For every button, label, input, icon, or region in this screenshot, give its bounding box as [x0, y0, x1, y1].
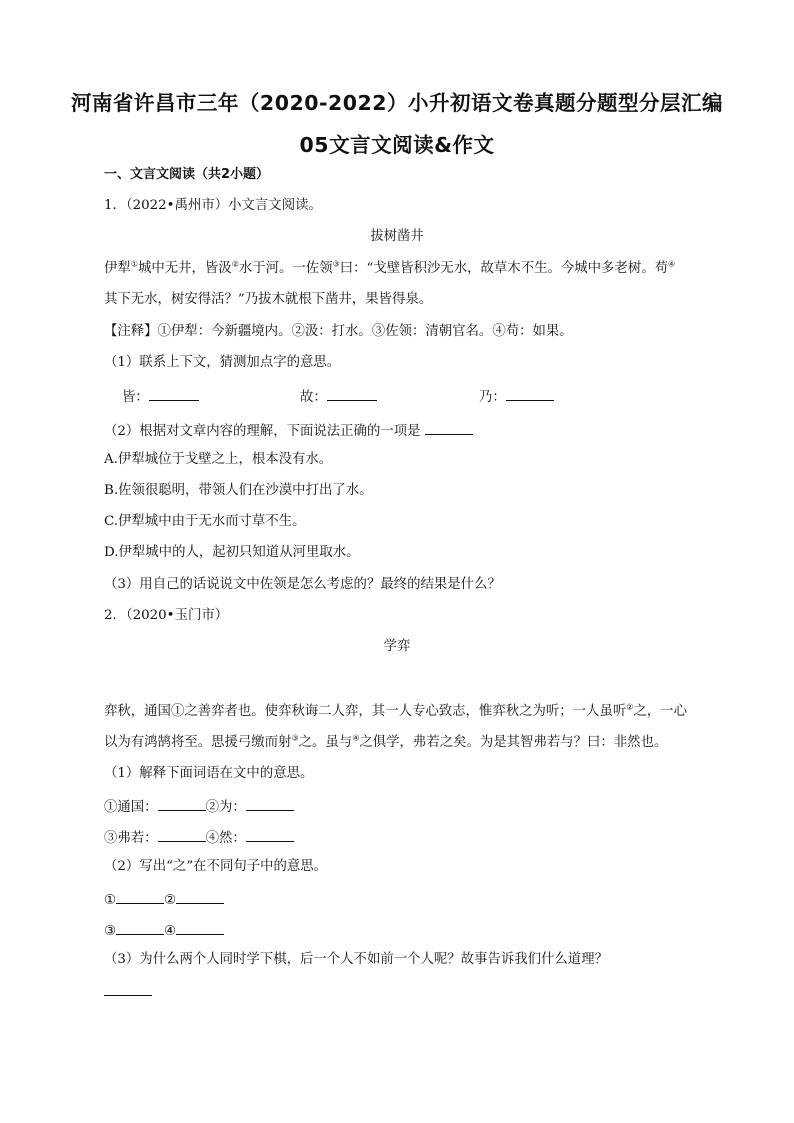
q1-passage-title: 拔树凿井	[370, 229, 424, 244]
q1-annotation: 【注释】①伊犁：今新疆境内。②汲：打水。③佐领：清朝官名。④苟：如果。	[104, 324, 573, 339]
fill-label: 乃：	[479, 390, 506, 405]
q1-label: 1．（2022•禹州市）小文言文阅读。	[104, 198, 322, 213]
q1-passage-line1	[104, 260, 675, 278]
q1-option-c[interactable]: C.伊犁城中由于无水而寸草不生。	[104, 514, 306, 529]
q1-subquestion-3: （3）用自己的话说说文中佐领是怎么考虑的？最终的结果是什么？	[104, 577, 501, 592]
subquestion-text: （2）根据对文章内容的理解，下面说法正确的一项是	[104, 424, 421, 439]
footnote-marker: ②	[626, 702, 634, 712]
q2-text: 之俱学，弗若之矣。为是其智弗若与？曰：非然也。	[359, 735, 668, 750]
document-title-line1: 河南省许昌市三年（2020-2022）小升初语文卷真题分题型分层汇编	[70, 91, 724, 115]
answer-blank[interactable]	[506, 386, 554, 401]
word-label: ④然：	[205, 831, 246, 846]
q1-fill-nai	[479, 386, 554, 407]
footnote-marker: ③	[332, 259, 340, 269]
q2-final-answer-line	[104, 981, 152, 1002]
answer-blank[interactable]	[116, 920, 164, 935]
section-heading: 一、文言文阅读（共2小题）	[104, 167, 270, 182]
answer-blank[interactable]	[116, 889, 164, 904]
word-label: ①通国：	[104, 800, 158, 815]
q2-label: 2．（2020•玉门市）	[104, 608, 229, 623]
q2-subquestion-3: （3）为什么两个人同时学下棋，后一个人不如前一个人呢？故事告诉我们什么道理？	[104, 952, 608, 967]
q1-option-a[interactable]: A.伊犁城位于戈壁之上，根本没有水。	[104, 452, 333, 467]
q2-passage-line2	[104, 734, 667, 752]
answer-blank[interactable]	[176, 920, 224, 935]
fill-label: 皆：	[122, 390, 149, 405]
q1-text: 伊犁	[104, 261, 131, 276]
footnote-marker: ①	[130, 259, 138, 269]
fill-label: 故：	[300, 390, 327, 405]
footnote-marker: ④	[668, 259, 676, 269]
word-label: ③弗若：	[104, 831, 158, 846]
q2-subquestion-2: （2）写出“之”在不同句子中的意思。	[104, 859, 328, 874]
answer-blank[interactable]	[246, 827, 294, 842]
answer-blank[interactable]	[246, 796, 294, 811]
answer-blank[interactable]	[158, 796, 206, 811]
item-marker: ①	[104, 893, 117, 908]
answer-blank[interactable]	[425, 420, 473, 435]
q1-subquestion-2	[104, 420, 473, 441]
q1-text: 曰：“戈壁皆积沙无水，故草木不生。今城中多老树。苟	[339, 261, 668, 276]
q2-passage-line1	[104, 703, 687, 721]
q2-zhi-row-1	[104, 889, 224, 910]
answer-blank[interactable]	[176, 889, 224, 904]
answer-blank[interactable]	[158, 827, 206, 842]
item-marker: ④	[164, 924, 177, 939]
footnote-marker: ④	[352, 733, 360, 743]
q2-passage-title: 学弈	[383, 639, 411, 654]
q2-text: 弈秋，通国①之善弈者也。使弈秋诲二人弈，其一人专心致志，惟弈秋之为听；一人虽听	[104, 704, 627, 719]
footnote-marker: ②	[231, 259, 239, 269]
q1-fill-jie	[122, 386, 199, 407]
q2-word-row-2	[104, 827, 294, 848]
q1-option-d[interactable]: D.伊犁城中的人，起初只知道从河里取水。	[104, 545, 360, 560]
answer-blank[interactable]	[327, 386, 377, 401]
q2-text: 之。虽与	[298, 735, 353, 750]
q2-text: 之，一心	[633, 704, 687, 719]
document-title-line2: 05文言文阅读&作文	[299, 133, 495, 157]
q1-text: 水于河。一佐领	[238, 261, 333, 276]
answer-blank[interactable]	[149, 386, 199, 401]
q2-text: 以为有鸿鹄将至。思援弓缴而射	[104, 735, 292, 750]
q2-word-row-1	[104, 796, 294, 817]
answer-blank[interactable]	[104, 981, 152, 996]
word-label: ②为：	[205, 800, 246, 815]
q1-option-b[interactable]: B.佐领很聪明，带领人们在沙漠中打出了水。	[104, 483, 373, 498]
footnote-marker: ③	[291, 733, 299, 743]
q1-text: 城中无井，皆汲	[137, 261, 232, 276]
q2-subquestion-1: （1）解释下面词语在文中的意思。	[104, 766, 314, 781]
q1-subquestion-1: （1）联系上下文，猜测加点字的意思。	[104, 355, 341, 370]
item-marker: ③	[104, 924, 117, 939]
q1-passage-line2: 其下无水，树安得活？”乃拔木就根下凿井，果皆得泉。	[104, 292, 433, 307]
q1-fill-gu	[300, 386, 377, 407]
item-marker: ②	[164, 893, 177, 908]
q2-zhi-row-2	[104, 920, 224, 941]
